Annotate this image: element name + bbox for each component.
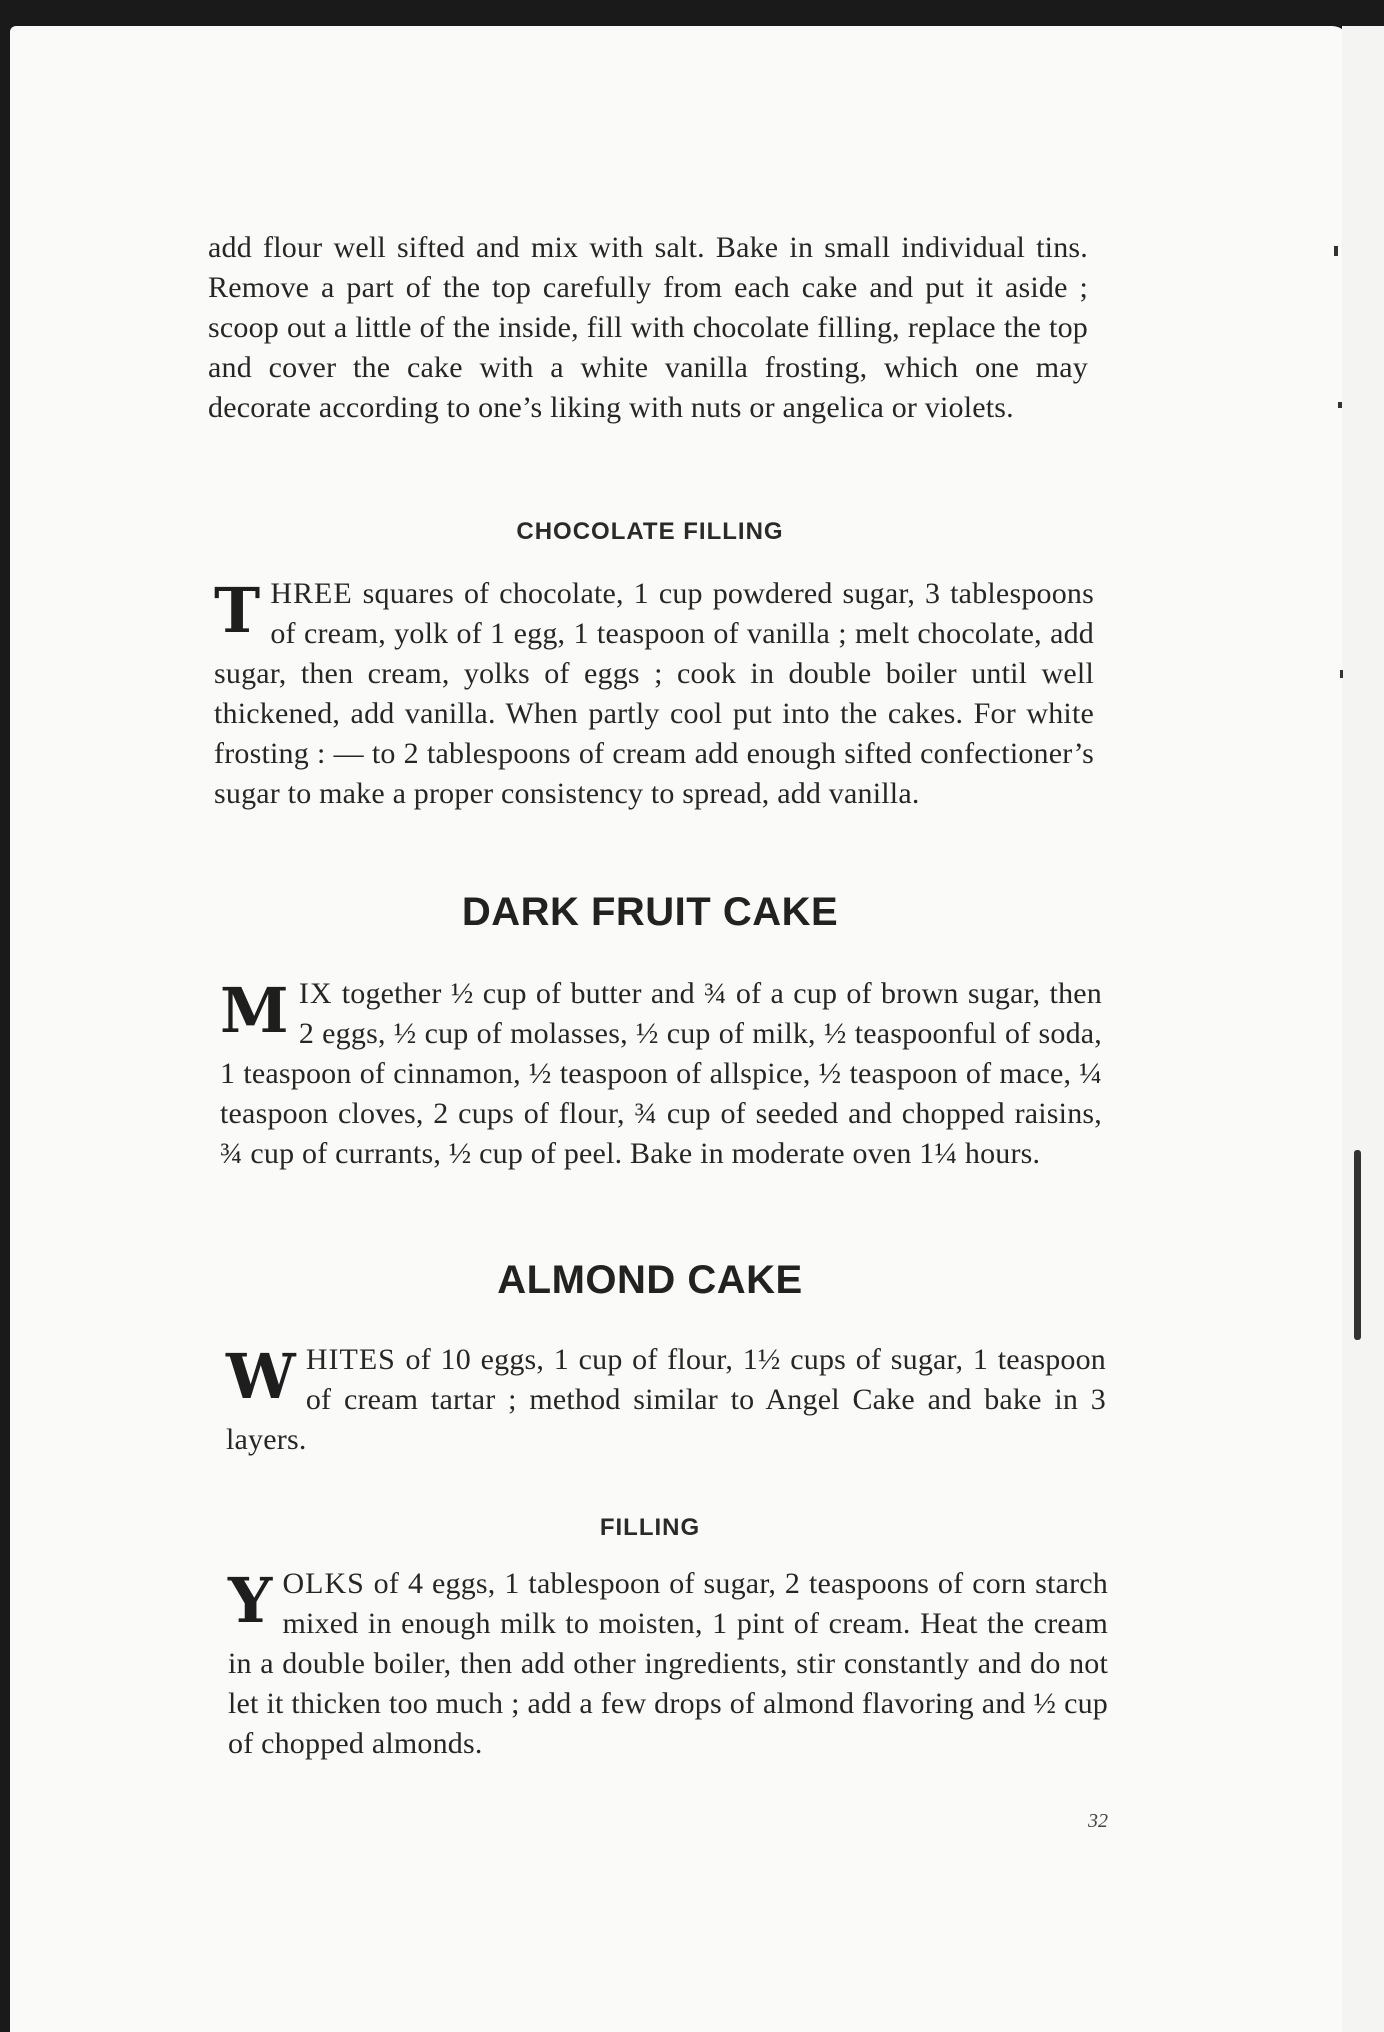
dark-fruit-cake-paragraph xyxy=(220,974,1102,1174)
almond-cake-heading: ALMOND CAKE xyxy=(497,1258,803,1302)
dropcap-m: M xyxy=(220,974,289,1047)
paragraph-text: of 4 eggs, 1 tablespoon of sugar, 2 teaspoons of corn starch mixed in enough milk to moisten, 1 pint of cream. Heat the cream in a double boiler, then add other ingredients, stir constantly and do not let it thicken too much ; add a few drops of almond flavoring and ½ cup of chopped almonds. xyxy=(228,1567,1108,1760)
lead-word: OLKS xyxy=(282,1567,365,1600)
lead-word: IX xyxy=(298,977,333,1010)
filling-paragraph xyxy=(228,1564,1108,1764)
lead-word: HREE xyxy=(270,577,353,610)
page-edge xyxy=(1342,26,1384,2032)
chocolate-filling-heading: CHOCOLATE FILLING xyxy=(516,518,784,545)
margin-mark xyxy=(1334,246,1338,256)
margin-mark xyxy=(1354,1150,1361,1340)
page-number: 32 xyxy=(1088,1810,1108,1832)
paragraph-text: together ½ cup of butter and ¾ of a cup of brown sugar, then 2 eggs, ½ cup of molasses, ½ cup of milk, ½ teaspoonful of soda, 1 teaspoon of cinnamon, ½ teaspoon of allspice, ½ teaspoon of mace, ¼ teaspoon cloves, 2 cups of flour, ¾ cup of seeded and chopped raisins, ¾ cup of currants, ½ cup of peel. Bake in moderate oven 1¼ hours. xyxy=(220,977,1102,1170)
filling-heading: FILLING xyxy=(599,1514,701,1541)
dropcap-t: T xyxy=(214,574,261,647)
dropcap-y: Y xyxy=(228,1564,273,1637)
intro-paragraph: add flour well sifted and mix with salt. Bake in small individual tins. Remove a part of the top carefully from each cake and put it aside ; scoop out a little of the inside, fill with chocolate filling, replace the top and cover the cake with a white vanilla frosting, which one may decorate according to one’s liking with nuts or angelica or violets. xyxy=(208,231,1088,424)
lead-word: HITES xyxy=(305,1343,396,1376)
chocolate-filling-paragraph xyxy=(214,574,1094,814)
almond-cake-paragraph xyxy=(226,1340,1106,1460)
dropcap-w: W xyxy=(226,1340,296,1413)
dark-fruit-cake-heading: DARK FRUIT CAKE xyxy=(461,890,839,934)
margin-mark xyxy=(1338,402,1342,408)
paragraph-text: of 10 eggs, 1 cup of flour, 1½ cups of sugar, 1 teaspoon of cream tartar ; method similar to Angel Cake and bake in 3 layers. xyxy=(226,1343,1106,1456)
paragraph-text: squares of chocolate, 1 cup powdered sugar, 3 tablespoons of cream, yolk of 1 egg, 1 teaspoon of vanilla ; melt chocolate, add sugar, then cream, yolks of eggs ; cook in double boiler until well thickened, add vanilla. When partly cool put into the cakes. For white frosting : — to 2 tablespoons of cream add enough sifted confectioner’s sugar to make a proper consistency to spread, add vanilla. xyxy=(214,577,1094,810)
margin-mark xyxy=(1340,670,1343,678)
